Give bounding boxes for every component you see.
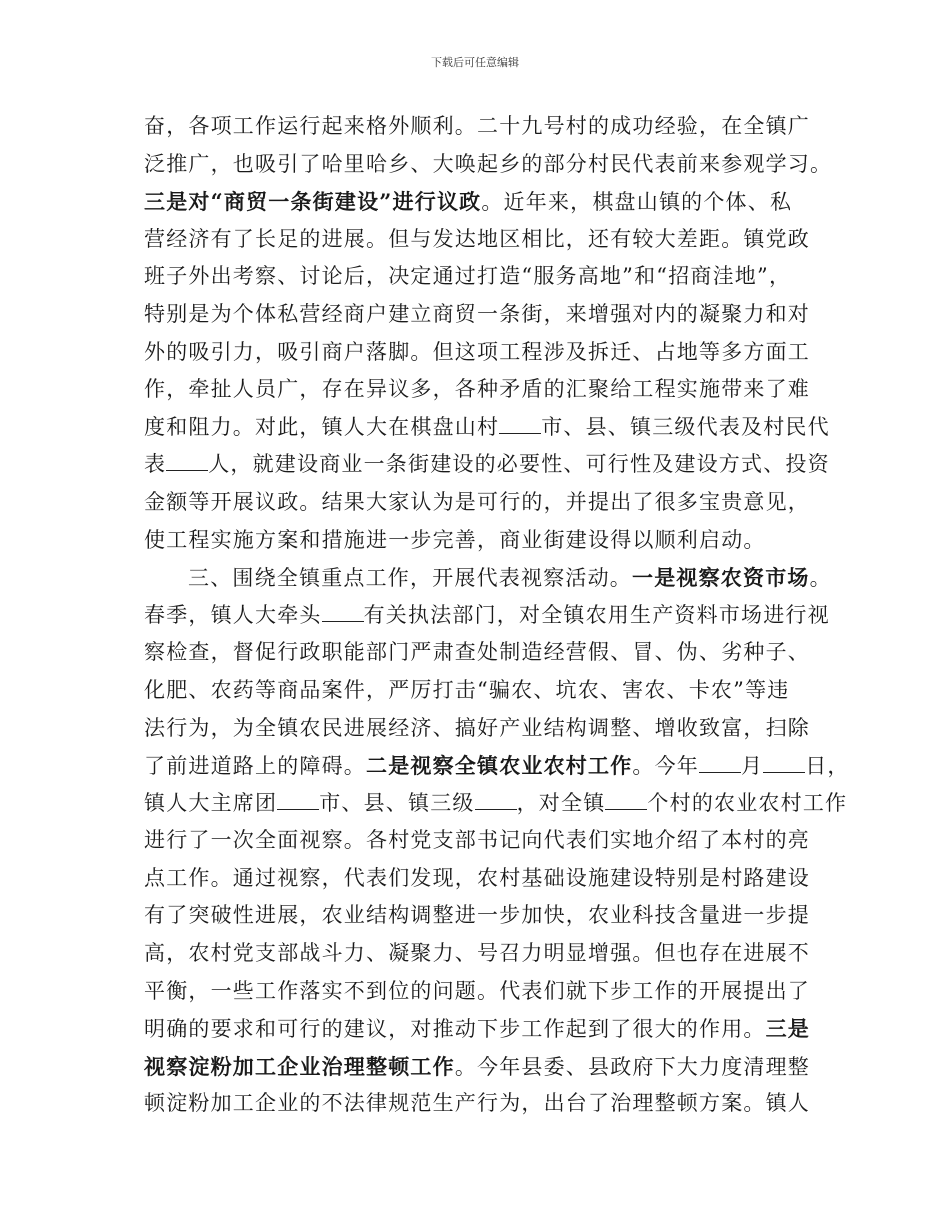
- text-run: 个村的农业农村工作: [647, 790, 848, 815]
- text-run: 使工程实施方案和措施进一步完善，商业街建设得以顺利启动。: [144, 527, 766, 552]
- bold-text: 二是视察全镇农业农村工作: [366, 753, 633, 779]
- text-run: 。近年来，棋盘山镇的个体、私: [481, 190, 793, 215]
- text-run: 班子外出考察、讨论后，决定通过打造“服务高地”和“招商洼地”，: [144, 264, 792, 289]
- text-line: [144, 559, 832, 597]
- text-run: 。今年县委、县政府下大力度清理整: [454, 1054, 811, 1079]
- text-line: [144, 672, 814, 710]
- text-run: 化肥、农药等商品案件，严厉打击“骗农、坑农、害农、卡农”等违: [144, 677, 790, 702]
- text-line: [144, 334, 814, 372]
- text-run: 三、围绕全镇重点工作，开展代表视察活动。: [188, 566, 632, 591]
- text-run: 营经济有了长足的进展。但与发达地区相比，还有较大差距。镇党政: [144, 226, 810, 251]
- text-run: 作，牵扯人员广，存在异议多，各种矛盾的汇聚给工程实施带来了难: [144, 377, 810, 402]
- text-run: 泛推广，也吸引了哈里哈乡、大唤起乡的部分村民代表前来参观学习。: [144, 151, 833, 176]
- text-line: [144, 935, 814, 973]
- text-line: [144, 860, 814, 898]
- text-run: 月: [741, 754, 764, 779]
- text-run: 人，就建设商业一条街建设的必要性、可行性及建设方式、投资: [208, 452, 830, 477]
- text-run: 顿淀粉加工企业的不法律规范生产行为，出台了治理整顿方案。镇人: [144, 1091, 810, 1116]
- text-line: [144, 634, 814, 672]
- text-run: 平衡，一些工作落实不到位的问题。代表们就下步工作的开展提出了: [144, 978, 810, 1003]
- bold-text: 三是对“商贸一条街建设”进行议政: [144, 189, 482, 215]
- text-line: [144, 146, 833, 184]
- text-run: 。今年: [632, 754, 700, 779]
- text-line: [144, 747, 850, 785]
- text-line: [144, 484, 814, 522]
- text-line: [144, 221, 814, 259]
- text-run: 高，农村党支部战斗力、凝聚力、号召力明显增强。但也存在进展不: [144, 941, 810, 966]
- fill-in-blank: [277, 791, 319, 810]
- text-run: 镇人大主席团: [144, 790, 278, 815]
- text-run: 金额等开展议政。结果大家认为是可行的，并提出了很多宝贵意见，: [144, 489, 810, 514]
- text-run: 特别是为个体私营经商户建立商贸一条街，来增强对内的凝聚力和对: [144, 301, 810, 326]
- text-line: [144, 1010, 814, 1048]
- bold-text: 视察淀粉加工企业治理整顿工作: [144, 1053, 455, 1079]
- text-run: 市、县、镇三级: [319, 790, 475, 815]
- text-line: [144, 1048, 814, 1086]
- fill-in-blank: [699, 754, 741, 773]
- text-line: [144, 258, 814, 296]
- text-run: 进行了一次全面视察。各村党支部书记向代表们实地介绍了本村的亮: [144, 828, 810, 853]
- text-run: 点工作。通过视察，代表们发现，农村基础设施建设特别是村路建设: [144, 865, 810, 890]
- fill-in-blank: [475, 791, 517, 810]
- text-line: [144, 446, 830, 484]
- text-line: [144, 973, 814, 1011]
- text-run: 察检查，督促行政职能部门严肃查处制造经营假、冒、伪、劣种子、: [144, 640, 810, 665]
- text-run: 有了突破性进展，农业结构调整进一步加快，农业科技含量进一步提: [144, 903, 810, 928]
- fill-in-blank: [499, 415, 541, 434]
- text-run: 了前进道路上的障碍。: [144, 754, 366, 779]
- text-line: [144, 1085, 814, 1123]
- text-line: [144, 897, 814, 935]
- fill-in-blank: [166, 452, 208, 471]
- text-run: 春季，镇人大牵头: [144, 602, 322, 627]
- document-body: [144, 108, 850, 1123]
- bold-text: 三是: [765, 1016, 811, 1042]
- text-run: 法行为，为全镇农民进展经济、搞好产业结构调整、增收致富，扫除: [144, 715, 810, 740]
- text-run: 明确的要求和可行的建议，对推动下步工作起到了很大的作用。: [144, 1017, 766, 1042]
- text-line: [144, 822, 814, 860]
- text-run: ，对全镇: [516, 790, 606, 815]
- text-line: [144, 710, 814, 748]
- text-line: [144, 371, 814, 409]
- text-line: [144, 296, 814, 334]
- text-line: [144, 409, 830, 447]
- text-run: 奋，各项工作运行起来格外顺利。二十九号村的成功经验，在全镇广: [144, 114, 810, 138]
- text-line: [144, 183, 814, 221]
- fill-in-blank: [763, 754, 805, 773]
- text-run: 市、县、镇三级代表及村民代: [541, 414, 830, 439]
- text-line: [144, 597, 830, 635]
- text-run: 度和阻力。对此，镇人大在棋盘山村: [144, 414, 500, 439]
- text-line: [144, 108, 814, 146]
- text-line: [144, 522, 814, 560]
- bold-text: 一是视察农资市场: [632, 565, 810, 591]
- text-run: 日，: [805, 754, 850, 779]
- text-run: 外的吸引力，吸引商户落脚。但这项工程涉及拆迁、占地等多方面工: [144, 339, 810, 364]
- text-run: 有关执法部门，对全镇农用生产资料市场进行视: [363, 602, 830, 627]
- text-run: 表: [144, 452, 167, 477]
- text-run: 。: [809, 566, 832, 591]
- fill-in-blank: [605, 791, 647, 810]
- fill-in-blank: [322, 603, 364, 622]
- page-header: 下载后可任意编辑: [431, 56, 519, 69]
- text-line: [144, 785, 848, 823]
